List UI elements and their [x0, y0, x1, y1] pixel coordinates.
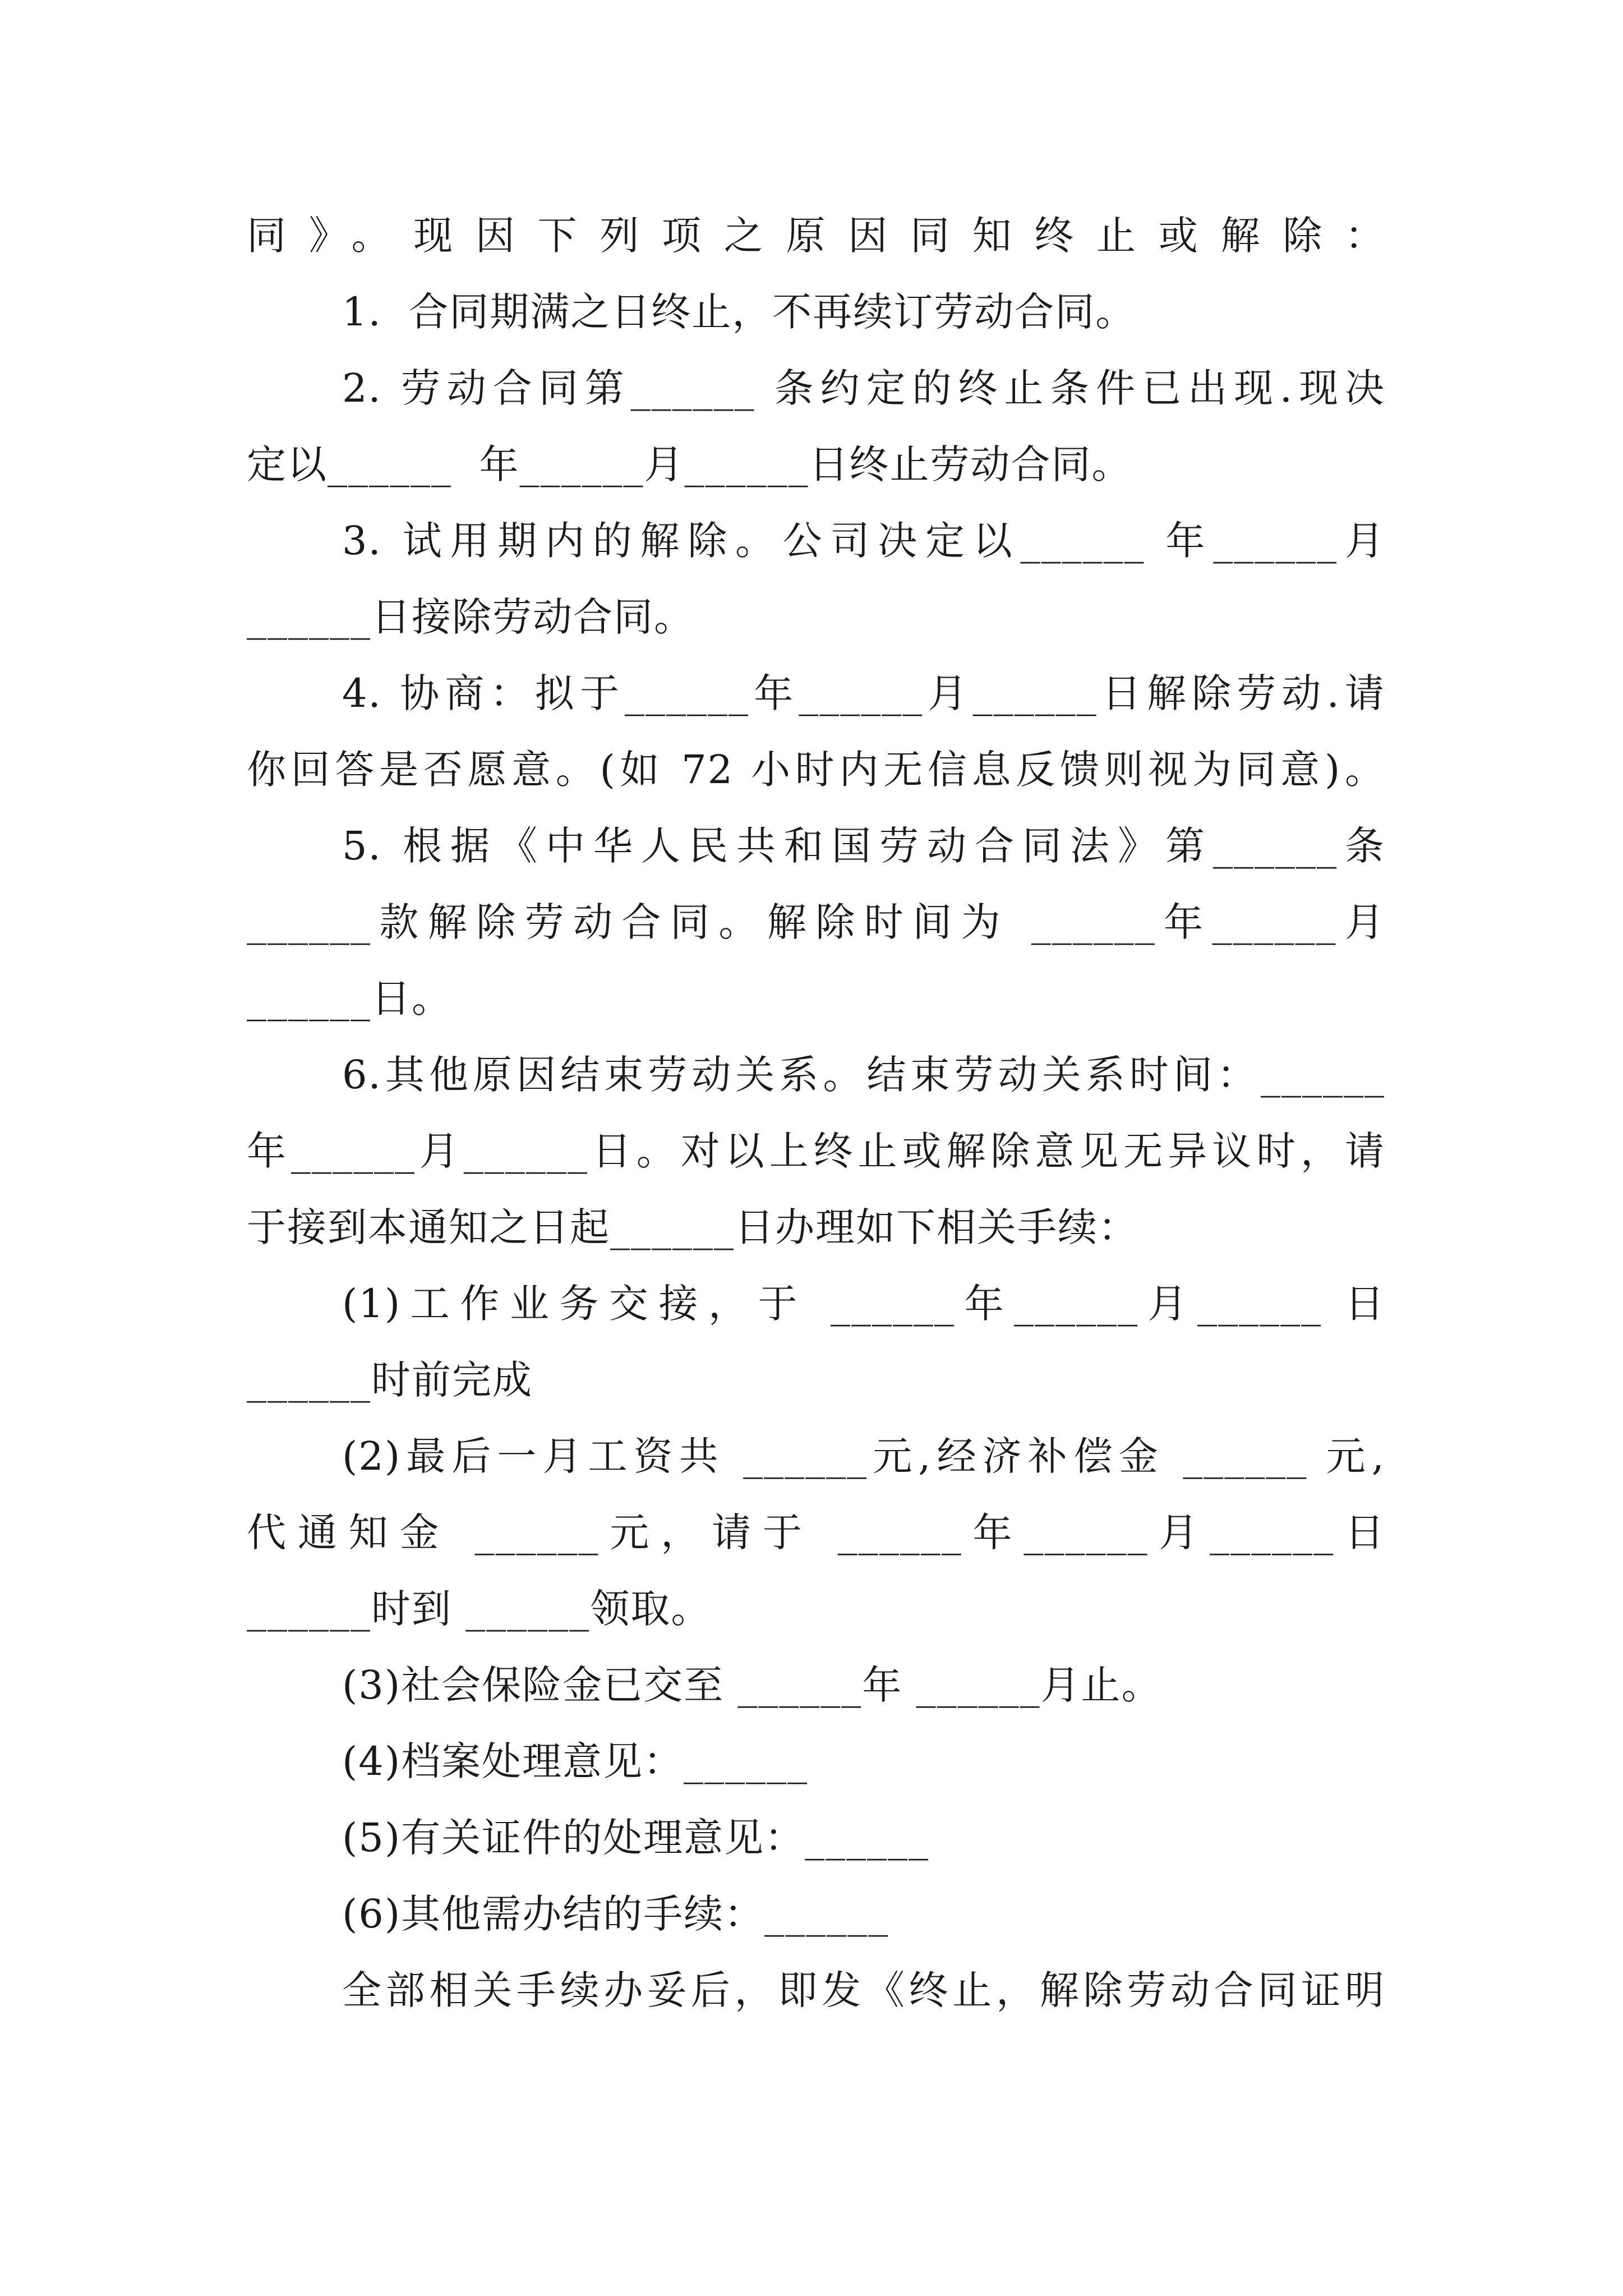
paragraph-line-1: 同》。现因下列项之原因同知终止或解除：: [247, 213, 1385, 259]
paragraph-line-8: 你回答是否愿意。(如 72 小时内无信息反馈则视为同意)。: [247, 747, 1385, 793]
paragraph-line-11: ______日。: [247, 976, 452, 1022]
paragraph-line-2: 1. 合同期满之日终止，不再续订劳动合同。: [342, 289, 1136, 335]
paragraph-line-9: 5. 根据《中华人民共和国劳动合同法》第______条: [342, 823, 1385, 869]
paragraph-line-12: 6.其他原因结束劳动关系。结束劳动关系时间：______: [342, 1052, 1385, 1098]
paragraph-line-4: 定以______ 年______月______日终止劳动合同。: [247, 441, 1132, 487]
paragraph-line-23: (6)其他需办结的手续：______: [342, 1891, 889, 1937]
paragraph-line-18: 代通知金 ______元，请于 ______年______月______日: [247, 1510, 1385, 1556]
paragraph-line-24: 全部相关手续办妥后，即发《终止，解除劳动合同证明: [342, 1967, 1385, 2013]
paragraph-line-21: (4)档案处理意见：______: [342, 1738, 809, 1784]
paragraph-line-22: (5)有关证件的处理意见：______: [342, 1815, 930, 1861]
paragraph-line-20: (3)社会保险金已交至 ______年 ______月止。: [342, 1662, 1162, 1708]
paragraph-line-17: (2)最后一月工资共 ______元,经济补偿金 ______ 元,: [342, 1433, 1385, 1479]
paragraph-line-3: 2. 劳动合同第______ 条约定的终止条件已出现.现决: [342, 365, 1385, 411]
paragraph-line-14: 于接到本通知之日起______日办理如下相关手续：: [247, 1204, 1138, 1250]
paragraph-line-15: (1)工作业务交接，于 ______年______月______ 日: [342, 1281, 1385, 1327]
paragraph-line-10: ______款解除劳动合同。解除时间为 ______年______月: [247, 899, 1385, 945]
paragraph-line-5: 3. 试用期内的解除。公司决定以______ 年______月: [342, 518, 1385, 564]
paragraph-line-13: 年______月______日。对以上终止或解除意见无异议时，请: [247, 1128, 1385, 1174]
paragraph-line-16: ______时前完成: [247, 1357, 533, 1403]
paragraph-line-7: 4. 协商：拟于______年______月______日解除劳动.请: [342, 670, 1385, 716]
paragraph-line-19: ______时到 ______领取。: [247, 1586, 712, 1632]
paragraph-line-6: ______日接除劳动合同。: [247, 594, 694, 640]
